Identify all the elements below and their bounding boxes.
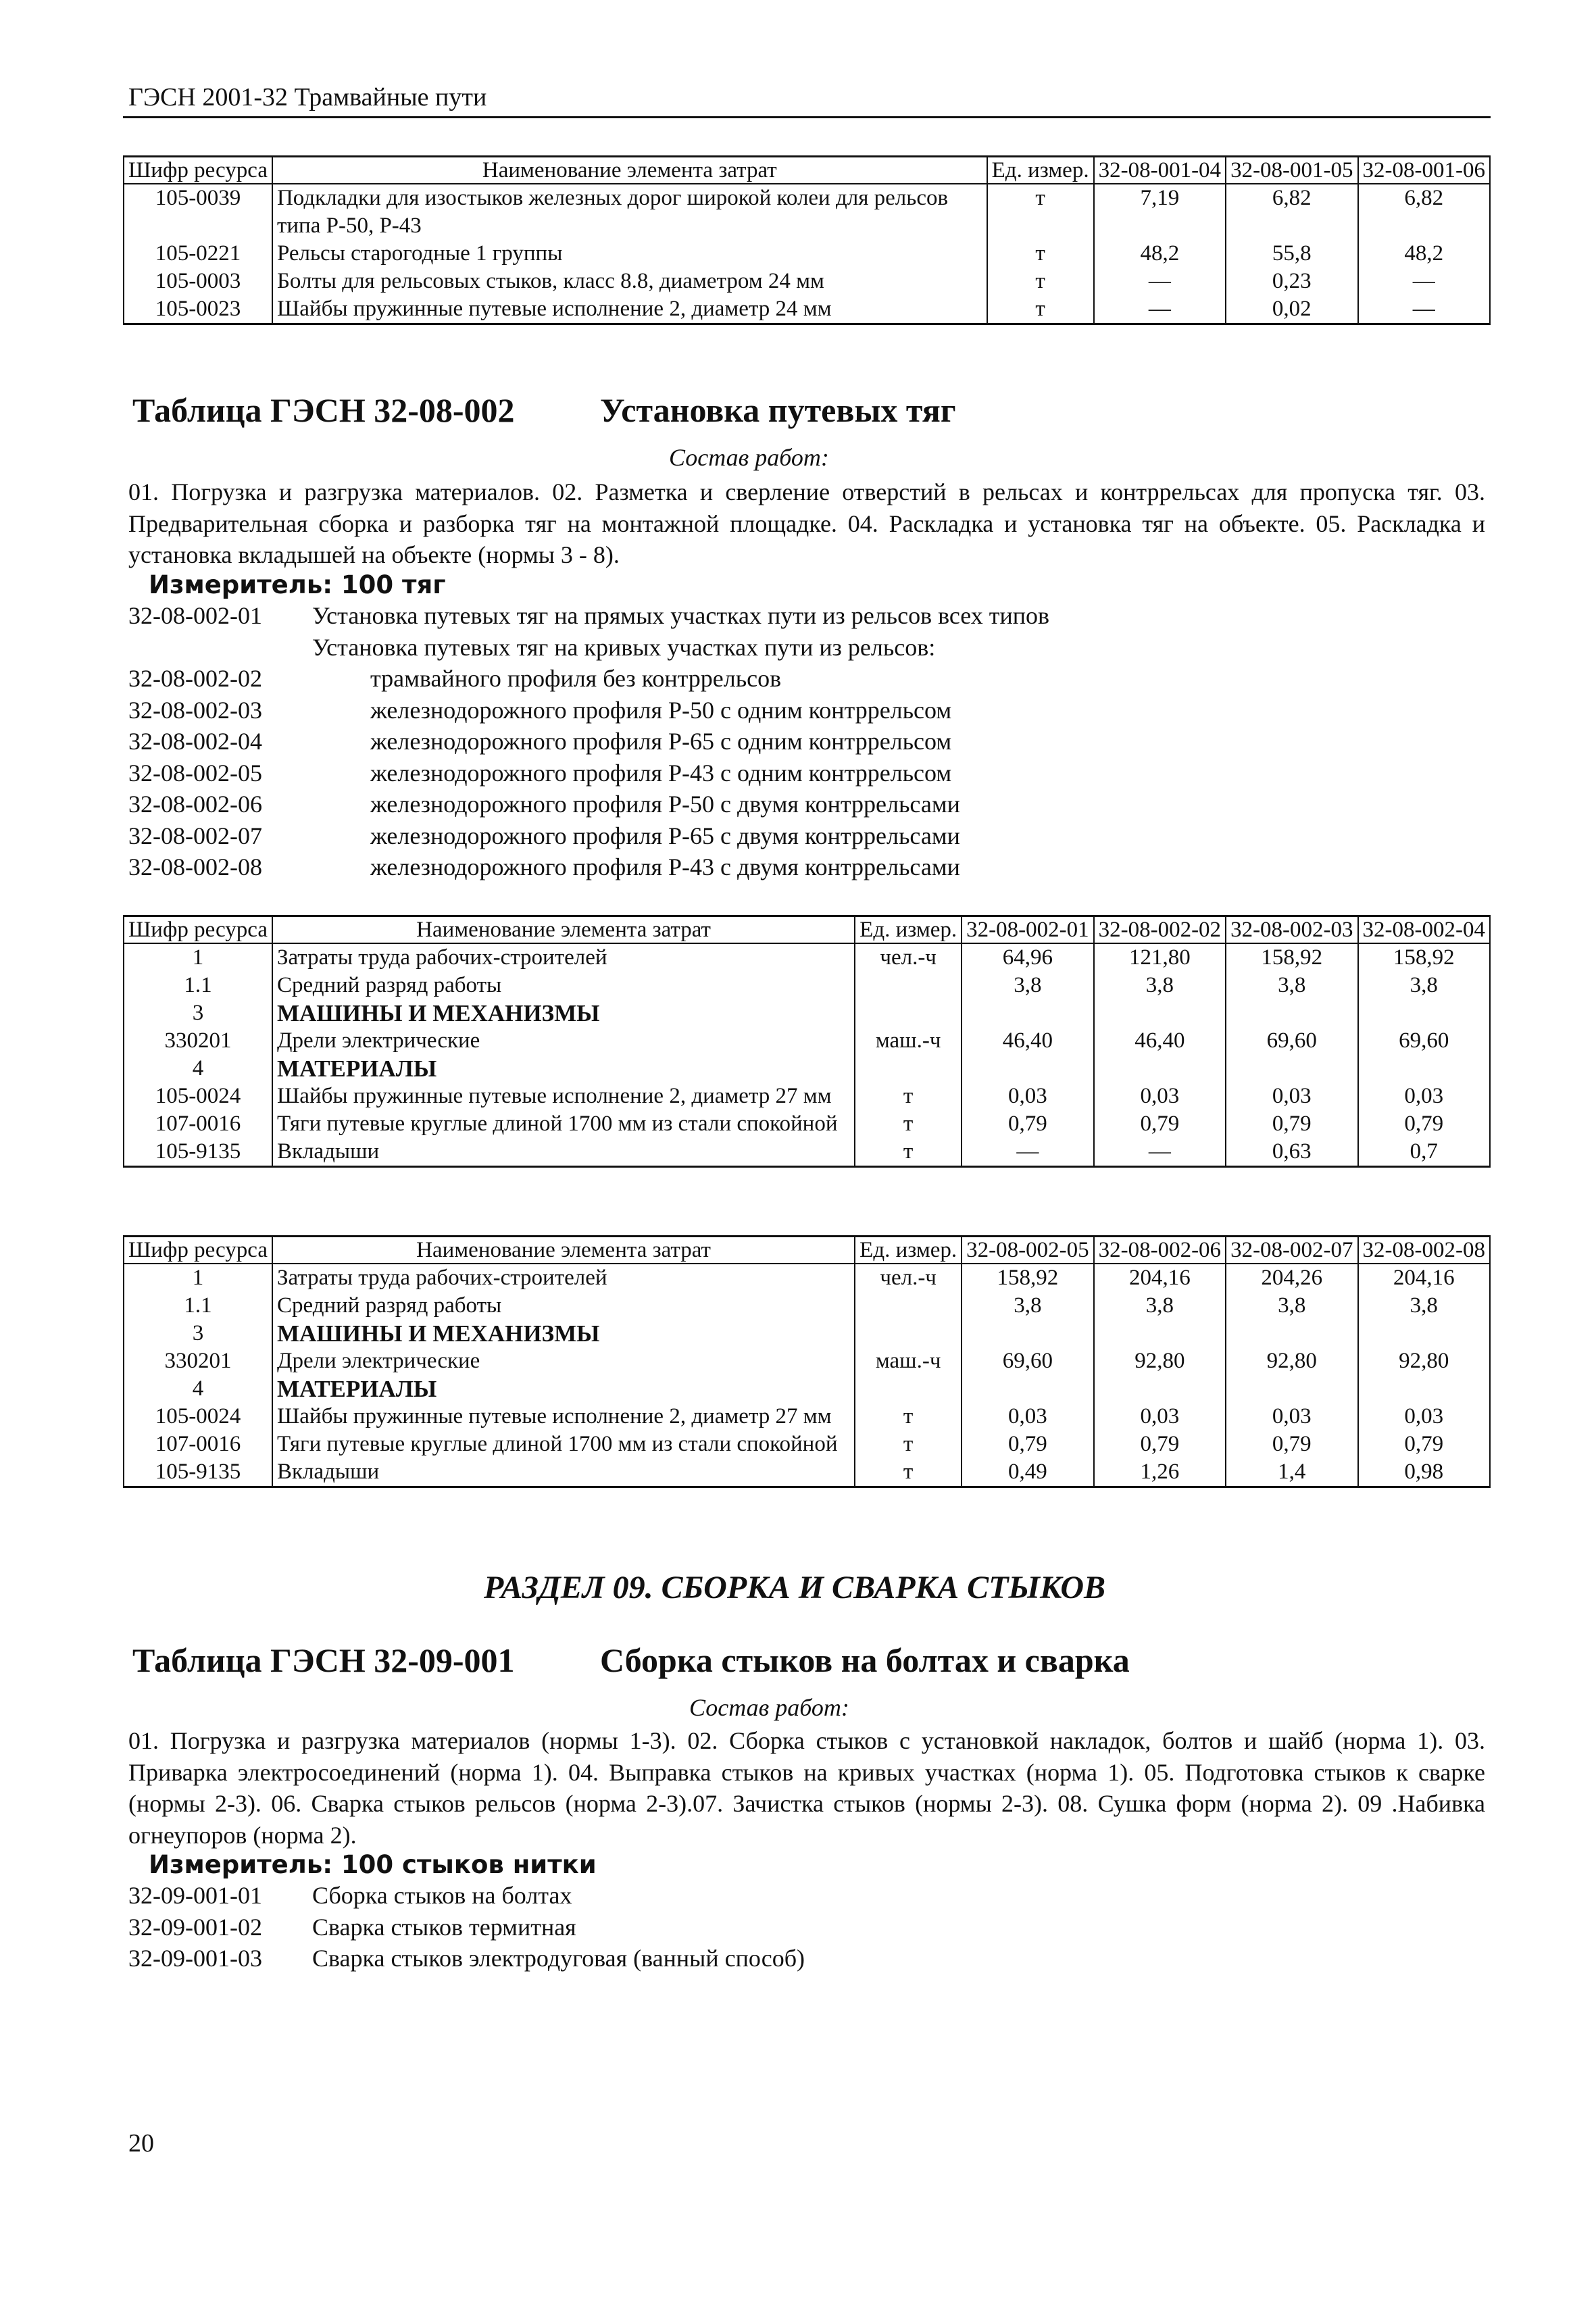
- list-item: [128, 600, 1049, 632]
- value: 0,03: [962, 1403, 1093, 1430]
- table-row: [124, 1347, 1490, 1375]
- table-row: [124, 1320, 1490, 1347]
- value: 0,79: [962, 1110, 1093, 1138]
- unit: [855, 972, 962, 999]
- col-header-norm: 32-08-002-08: [1358, 1237, 1490, 1264]
- composition-text: 01. Погрузка и разгрузка материалов (нормы 1-3). 02. Сборка стыков с установкой накладок, болтов и шайб (норма 1). 03. Приварка электросоединений (норма 1). 04. Выправка стыков на кривых участках (норма 1). 05. Подготовка стыков к сварке (нормы 2-3). 06. Сварка стыков рельсов (норма 2-3).07. Зачистка стыков (нормы 2-3). 08. Сушка форм (норма 2). 09 .Набивка огнеупоров (норма 2).: [128, 1727, 1485, 1849]
- table-32-08-002-a: [123, 915, 1491, 1168]
- value: [1358, 1375, 1490, 1403]
- section-heading: РАЗДЕЛ 09. СБОРКА И СВАРКА СТЫКОВ: [484, 1570, 1105, 1605]
- resource-name: Рельсы старогодные 1 группы: [272, 240, 987, 268]
- resource-code: 1: [124, 943, 272, 972]
- col-header-norm: 32-08-002-05: [962, 1237, 1093, 1264]
- list-item: [128, 1880, 805, 1912]
- value: [1094, 999, 1226, 1027]
- col-header-code: Шифр ресурса: [124, 157, 272, 184]
- value: —: [1358, 295, 1490, 324]
- value: [1094, 1375, 1226, 1403]
- value: 0,23: [1226, 268, 1357, 295]
- resource-name: МАТЕРИАЛЫ: [272, 1055, 855, 1082]
- norm-text: железнодорожного профиля Р-50 с двумя контррельсами: [370, 791, 960, 818]
- value: 69,60: [1358, 1027, 1490, 1055]
- resource-name: Тяги путевые круглые длиной 1700 мм из стали спокойной: [272, 1430, 855, 1458]
- unit: т: [855, 1458, 962, 1487]
- value: 0,79: [1358, 1110, 1490, 1138]
- table-row: [124, 1430, 1490, 1458]
- value: 0,98: [1358, 1458, 1490, 1487]
- value: 0,03: [1226, 1403, 1357, 1430]
- table-row: [124, 1055, 1490, 1082]
- table-row: [124, 1082, 1490, 1110]
- value: 69,60: [962, 1347, 1093, 1375]
- norm-text: железнодорожного профиля Р-43 с двумя контррельсами: [370, 853, 960, 880]
- norm-code: 32-09-001-01: [128, 1882, 262, 1909]
- value: 0,03: [1094, 1082, 1226, 1110]
- list-item: [128, 820, 1049, 852]
- norm-code: 32-08-002-02: [128, 665, 262, 692]
- table-row: [124, 1403, 1490, 1430]
- resource-name: Подкладки для изостыков железных дорог широкой колеи для рельсов типа Р-50, Р-43: [272, 184, 987, 240]
- value: [1226, 999, 1357, 1027]
- resource-name: Вкладыши: [272, 1458, 855, 1487]
- norm-text: Сварка стыков электродуговая (ванный способ): [312, 1945, 805, 1972]
- table-row: [124, 240, 1490, 268]
- value: 46,40: [1094, 1027, 1226, 1055]
- norm-text: железнодорожного профиля Р-43 с одним контррельсом: [370, 759, 952, 787]
- resource-code: 1.1: [124, 1292, 272, 1320]
- value: 3,8: [1226, 1292, 1357, 1320]
- list-item: [128, 789, 1049, 820]
- value: 158,92: [962, 1264, 1093, 1292]
- table-label: Таблица ГЭСН 32-08-002: [132, 391, 515, 429]
- resource-code: 105-0024: [124, 1082, 272, 1110]
- value: [1358, 999, 1490, 1027]
- value: 69,60: [1226, 1027, 1357, 1055]
- value: 0,63: [1226, 1138, 1357, 1167]
- table-row: [124, 1375, 1490, 1403]
- meter-label: Измеритель: 100 стыков нитки: [149, 1850, 597, 1879]
- value: 1,4: [1226, 1458, 1357, 1487]
- value: [1094, 1055, 1226, 1082]
- table-row: [124, 1292, 1490, 1320]
- unit: [855, 1320, 962, 1347]
- value: 7,19: [1094, 184, 1226, 240]
- table-row: [124, 999, 1490, 1027]
- resource-name: Дрели электрические: [272, 1347, 855, 1375]
- unit: маш.-ч: [855, 1027, 962, 1055]
- col-header-unit: Ед. измер.: [855, 916, 962, 944]
- col-header-norm: 32-08-002-01: [962, 916, 1093, 944]
- meter-label: Измеритель: 100 тяг: [149, 570, 446, 599]
- resource-name: Тяги путевые круглые длиной 1700 мм из стали спокойной: [272, 1110, 855, 1138]
- norm-text: Установка путевых тяг на кривых участках пути из рельсов:: [312, 633, 936, 661]
- value: —: [1358, 268, 1490, 295]
- col-header-norm: 32-08-001-04: [1094, 157, 1226, 184]
- col-header-norm: 32-08-002-07: [1226, 1237, 1357, 1264]
- table-row: [124, 1027, 1490, 1055]
- col-header-name: Наименование элемента затрат: [272, 157, 987, 184]
- resource-code: 3: [124, 999, 272, 1027]
- value: —: [1094, 1138, 1226, 1167]
- resource-code: 105-9135: [124, 1458, 272, 1487]
- list-item: [128, 1912, 805, 1943]
- resource-name: Шайбы пружинные путевые исполнение 2, диаметр 27 мм: [272, 1403, 855, 1430]
- page-number: 20: [128, 2129, 154, 2158]
- value: 3,8: [962, 1292, 1093, 1320]
- norm-code: 32-08-002-04: [128, 728, 262, 755]
- norm-text: Установка путевых тяг на прямых участках пути из рельсов всех типов: [312, 602, 1050, 629]
- value: 92,80: [1226, 1347, 1357, 1375]
- unit: [855, 1292, 962, 1320]
- norm-code: 32-08-002-07: [128, 822, 262, 849]
- value: 204,16: [1094, 1264, 1226, 1292]
- table-row: [124, 295, 1490, 324]
- unit: т: [987, 184, 1094, 240]
- running-header: ГЭСН 2001-32 Трамвайные пути: [128, 83, 487, 111]
- norm-code: 32-08-002-08: [128, 853, 262, 880]
- value: 0,03: [1358, 1082, 1490, 1110]
- table-row: [124, 943, 1490, 972]
- value: [1358, 1320, 1490, 1347]
- value: 158,92: [1226, 943, 1357, 972]
- composition-label: Состав работ:: [689, 1694, 849, 1721]
- value: 0,02: [1226, 295, 1357, 324]
- value: 0,79: [1358, 1430, 1490, 1458]
- unit: чел.-ч: [855, 943, 962, 972]
- value: 0,79: [962, 1430, 1093, 1458]
- col-header-code: Шифр ресурса: [124, 1237, 272, 1264]
- value: 6,82: [1358, 184, 1490, 240]
- norm-code: 32-08-002-01: [128, 602, 262, 629]
- value: 204,26: [1226, 1264, 1357, 1292]
- resource-name: МАШИНЫ И МЕХАНИЗМЫ: [272, 1320, 855, 1347]
- value: 1,26: [1094, 1458, 1226, 1487]
- list-item: [128, 851, 1049, 883]
- value: 0,79: [1094, 1110, 1226, 1138]
- resource-name: Дрели электрические: [272, 1027, 855, 1055]
- norm-code: 32-08-002-06: [128, 791, 262, 818]
- value: 46,40: [962, 1027, 1093, 1055]
- value: [962, 1320, 1093, 1347]
- resource-code: 107-0016: [124, 1110, 272, 1138]
- value: —: [962, 1138, 1093, 1167]
- col-header-norm: 32-08-002-03: [1226, 916, 1357, 944]
- resource-code: 105-0003: [124, 268, 272, 295]
- list-item: [128, 726, 1049, 757]
- col-header-name: Наименование элемента затрат: [272, 1237, 855, 1264]
- value: [962, 1055, 1093, 1082]
- value: 0,79: [1094, 1430, 1226, 1458]
- value: —: [1094, 268, 1226, 295]
- value: 0,79: [1226, 1110, 1357, 1138]
- table-row: [124, 1110, 1490, 1138]
- composition-text: 01. Погрузка и разгрузка материалов. 02. Разметка и сверление отверстий в рельсах и контррельсах для пропуска тяг. 03. Предварительная сборка и разборка тяг на монтажной площадке. 04. Раскладка и установка тяг на объекте. 05. Раскладка и установка вкладышей на объекте (нормы 3 - 8).: [128, 478, 1485, 568]
- list-item: [128, 695, 1049, 726]
- header-rule: [123, 116, 1491, 118]
- value: 3,8: [1358, 972, 1490, 999]
- norm-code: [128, 632, 312, 664]
- table-label: Таблица ГЭСН 32-09-001: [132, 1641, 515, 1679]
- resource-name: Болты для рельсовых стыков, класс 8.8, диаметром 24 мм: [272, 268, 987, 295]
- value: [1226, 1055, 1357, 1082]
- value: 204,16: [1358, 1264, 1490, 1292]
- unit: т: [987, 268, 1094, 295]
- resource-code: 105-0221: [124, 240, 272, 268]
- value: 3,8: [1094, 1292, 1226, 1320]
- value: 0,49: [962, 1458, 1093, 1487]
- unit: т: [855, 1403, 962, 1430]
- resource-code: 330201: [124, 1027, 272, 1055]
- value: 121,80: [1094, 943, 1226, 972]
- value: 158,92: [1358, 943, 1490, 972]
- resource-code: 3: [124, 1320, 272, 1347]
- unit: т: [855, 1430, 962, 1458]
- table-row: [124, 972, 1490, 999]
- col-header-unit: Ед. измер.: [855, 1237, 962, 1264]
- resource-name: МАТЕРИАЛЫ: [272, 1375, 855, 1403]
- value: 0,79: [1226, 1430, 1357, 1458]
- value: 3,8: [1358, 1292, 1490, 1320]
- table-row: [124, 1264, 1490, 1292]
- col-header-norm: 32-08-002-02: [1094, 916, 1226, 944]
- resource-code: 105-9135: [124, 1138, 272, 1167]
- norm-text: Сварка стыков термитная: [312, 1913, 576, 1941]
- unit: [855, 1375, 962, 1403]
- value: 0,03: [1226, 1082, 1357, 1110]
- resource-code: 107-0016: [124, 1430, 272, 1458]
- value: 0,03: [962, 1082, 1093, 1110]
- list-item: [128, 1943, 805, 1974]
- unit: чел.-ч: [855, 1264, 962, 1292]
- resource-code: 105-0039: [124, 184, 272, 240]
- value: [1226, 1375, 1357, 1403]
- value: 6,82: [1226, 184, 1357, 240]
- norm-text: железнодорожного профиля Р-65 с двумя контррельсами: [370, 822, 960, 849]
- norm-text: железнодорожного профиля Р-65 с одним контррельсом: [370, 728, 952, 755]
- unit: т: [987, 295, 1094, 324]
- value: 48,2: [1094, 240, 1226, 268]
- norm-code: 32-09-001-02: [128, 1913, 262, 1941]
- resource-code: 4: [124, 1055, 272, 1082]
- norm-code: 32-08-002-03: [128, 696, 262, 724]
- table-32-08-002-b: [123, 1235, 1491, 1488]
- value: [1094, 1320, 1226, 1347]
- col-header-name: Наименование элемента затрат: [272, 916, 855, 944]
- list-item: [128, 632, 1049, 664]
- col-header-unit: Ед. измер.: [987, 157, 1094, 184]
- unit: т: [855, 1138, 962, 1167]
- resource-name: Средний разряд работы: [272, 1292, 855, 1320]
- norm-code: 32-09-001-03: [128, 1945, 262, 1972]
- list-item: [128, 757, 1049, 789]
- unit: т: [987, 240, 1094, 268]
- col-header-code: Шифр ресурса: [124, 916, 272, 944]
- table-body: [124, 943, 1490, 1167]
- norm-text: Сборка стыков на болтах: [312, 1882, 572, 1909]
- resource-code: 1.1: [124, 972, 272, 999]
- value: [962, 1375, 1093, 1403]
- resource-code: 4: [124, 1375, 272, 1403]
- norm-list: [128, 600, 1049, 883]
- value: 0,03: [1358, 1403, 1490, 1430]
- col-header-norm: 32-08-001-06: [1358, 157, 1490, 184]
- table-row: [124, 184, 1490, 240]
- resource-name: Шайбы пружинные путевые исполнение 2, диаметр 27 мм: [272, 1082, 855, 1110]
- list-item: [128, 663, 1049, 695]
- value: [1226, 1320, 1357, 1347]
- table-title: Установка путевых тяг: [600, 391, 956, 429]
- table-body: [124, 1264, 1490, 1487]
- resource-name: Шайбы пружинные путевые исполнение 2, диаметр 24 мм: [272, 295, 987, 324]
- resource-name: Затраты труда рабочих-строителей: [272, 943, 855, 972]
- resource-code: 105-0023: [124, 295, 272, 324]
- value: 3,8: [1226, 972, 1357, 999]
- unit: т: [855, 1110, 962, 1138]
- norm-text: трамвайного профиля без контррельсов: [370, 665, 782, 692]
- resource-name: Затраты труда рабочих-строителей: [272, 1264, 855, 1292]
- value: 64,96: [962, 943, 1093, 972]
- table-32-08-001-continuation: [123, 155, 1491, 325]
- table-row: [124, 1458, 1490, 1487]
- resource-name: Средний разряд работы: [272, 972, 855, 999]
- unit: маш.-ч: [855, 1347, 962, 1375]
- norm-text: железнодорожного профиля Р-50 с одним контррельсом: [370, 696, 952, 724]
- value: 55,8: [1226, 240, 1357, 268]
- col-header-norm: 32-08-001-05: [1226, 157, 1357, 184]
- resource-code: 330201: [124, 1347, 272, 1375]
- value: [962, 999, 1093, 1027]
- value: 0,03: [1094, 1403, 1226, 1430]
- value: 0,7: [1358, 1138, 1490, 1167]
- value: 3,8: [962, 972, 1093, 999]
- norm-code: 32-08-002-05: [128, 759, 262, 787]
- value: 92,80: [1094, 1347, 1226, 1375]
- resource-code: 105-0024: [124, 1403, 272, 1430]
- resource-name: Вкладыши: [272, 1138, 855, 1167]
- value: [1358, 1055, 1490, 1082]
- col-header-norm: 32-08-002-04: [1358, 916, 1490, 944]
- value: 48,2: [1358, 240, 1490, 268]
- unit: [855, 999, 962, 1027]
- resource-code: 1: [124, 1264, 272, 1292]
- resource-name: МАШИНЫ И МЕХАНИЗМЫ: [272, 999, 855, 1027]
- unit: [855, 1055, 962, 1082]
- value: 3,8: [1094, 972, 1226, 999]
- value: 92,80: [1358, 1347, 1490, 1375]
- table-row: [124, 268, 1490, 295]
- composition-label: Состав работ:: [669, 444, 829, 471]
- unit: т: [855, 1082, 962, 1110]
- norm-list: [128, 1880, 805, 1974]
- table-row: [124, 1138, 1490, 1167]
- col-header-norm: 32-08-002-06: [1094, 1237, 1226, 1264]
- value: —: [1094, 295, 1226, 324]
- table-title: Сборка стыков на болтах и сварка: [600, 1641, 1130, 1679]
